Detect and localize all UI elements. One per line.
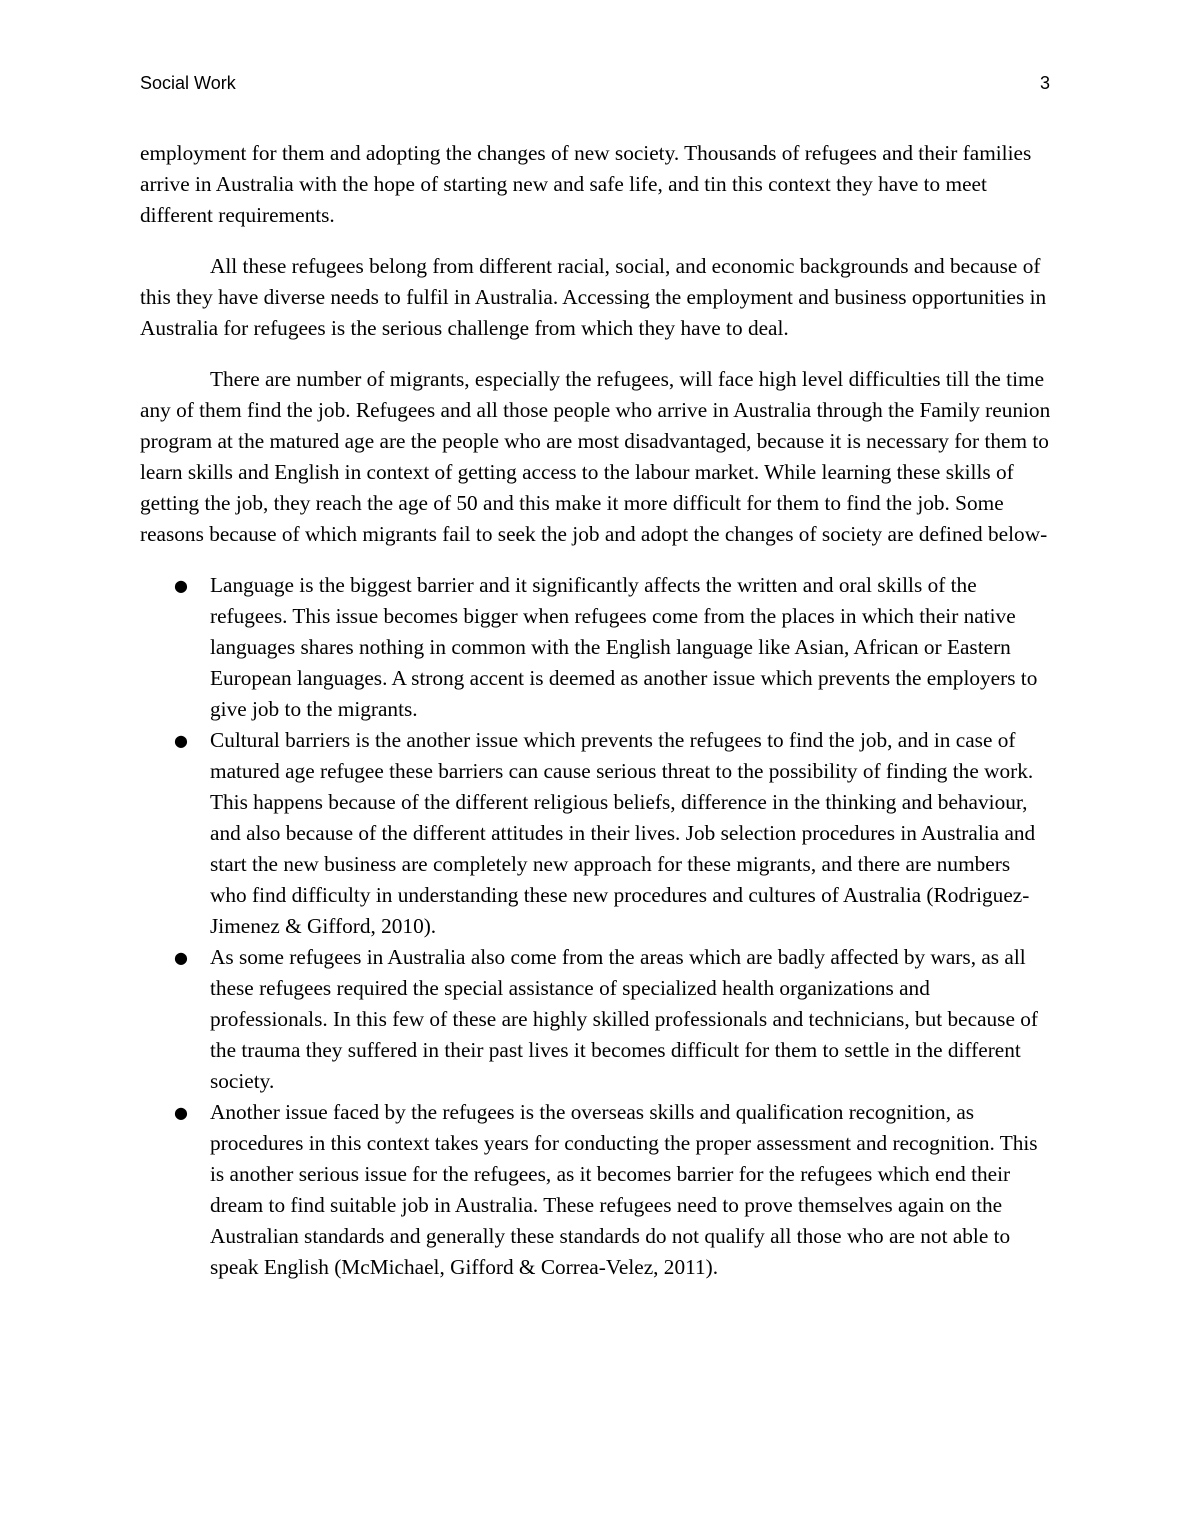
bullet-icon: ●	[174, 1103, 188, 1122]
bullet-icon: ●	[174, 576, 188, 595]
paragraph: There are number of migrants, especially the refugees, will face high level difficulties till the time any of them find the job. Refugees and all those people who arrive in Australia through the Family reunion program at the matured age are the people who are most disadvantaged, because it is necessary for them to learn skills and English in context of getting access to the labour market. While learning these skills of getting the job, they reach the age of 50 and this make it more difficult for them to find the job. Some reasons because of which migrants fail to seek the job and adopt the changes of society are defined below-	[140, 367, 1051, 546]
list-item-text: Cultural barriers is the another issue which prevents the refugees to find the job, and in case of matured age refugee these barriers can cause serious threat to the possibility of finding the work. This happens because of the different religious beliefs, difference in the thinking and behaviour, and also because of the different attitudes in their lives. Job selection procedures in Australia and start the new business are completely new approach for these migrants, and there are numbers who find difficulty in understanding these new procedures and cultures of Australia (Rodriguez-Jimenez & Gifford, 2010).	[210, 728, 1036, 938]
list-item-text: As some refugees in Australia also come from the areas which are badly affected by wars, as all these refugees required the special assistance of specialized health organizations and professionals. In this few of these are highly skilled professionals and technicians, but because of the trauma they suffered in their past lives it becomes difficult for them to settle in the different society.	[210, 945, 1038, 1093]
document-body	[140, 138, 1052, 1283]
bullet-list	[140, 570, 1052, 1283]
list-item-text: Language is the biggest barrier and it significantly affects the written and oral skills of the refugees. This issue becomes bigger when refugees come from the places in which their native languages shares nothing in common with the English language like Asian, African or Eastern European languages. A strong accent is deemed as another issue which prevents the employers to give job to the migrants.	[210, 573, 1038, 721]
bullet-icon: ●	[174, 948, 188, 967]
page-header	[140, 70, 1050, 96]
header-title: Social Work	[140, 73, 236, 93]
list-item	[140, 1097, 1052, 1283]
bullet-icon: ●	[174, 731, 188, 750]
list-item	[140, 570, 1052, 725]
paragraph: employment for them and adopting the changes of new society. Thousands of refugees and their families arrive in Australia with the hope of starting new and safe life, and tin this context they have to meet different requirements.	[140, 141, 1032, 227]
page-number: 3	[1039, 73, 1050, 93]
list-item	[140, 725, 1052, 942]
paragraph: All these refugees belong from different racial, social, and economic backgrounds and because of this they have diverse needs to fulfil in Australia. Accessing the employment and business opportunities in Australia for refugees is the serious challenge from which they have to deal.	[140, 254, 1047, 340]
list-item	[140, 942, 1052, 1097]
list-item-text: Another issue faced by the refugees is the overseas skills and qualification recognition, as procedures in this context takes years for conducting the proper assessment and recognition. This is another serious issue for the refugees, as it becomes barrier for the refugees which end their dream to find suitable job in Australia. These refugees need to prove themselves again on the Australian standards and generally these standards do not qualify all those who are not able to speak English (McMichael, Gifford & Correa-Velez, 2011).	[210, 1100, 1038, 1279]
